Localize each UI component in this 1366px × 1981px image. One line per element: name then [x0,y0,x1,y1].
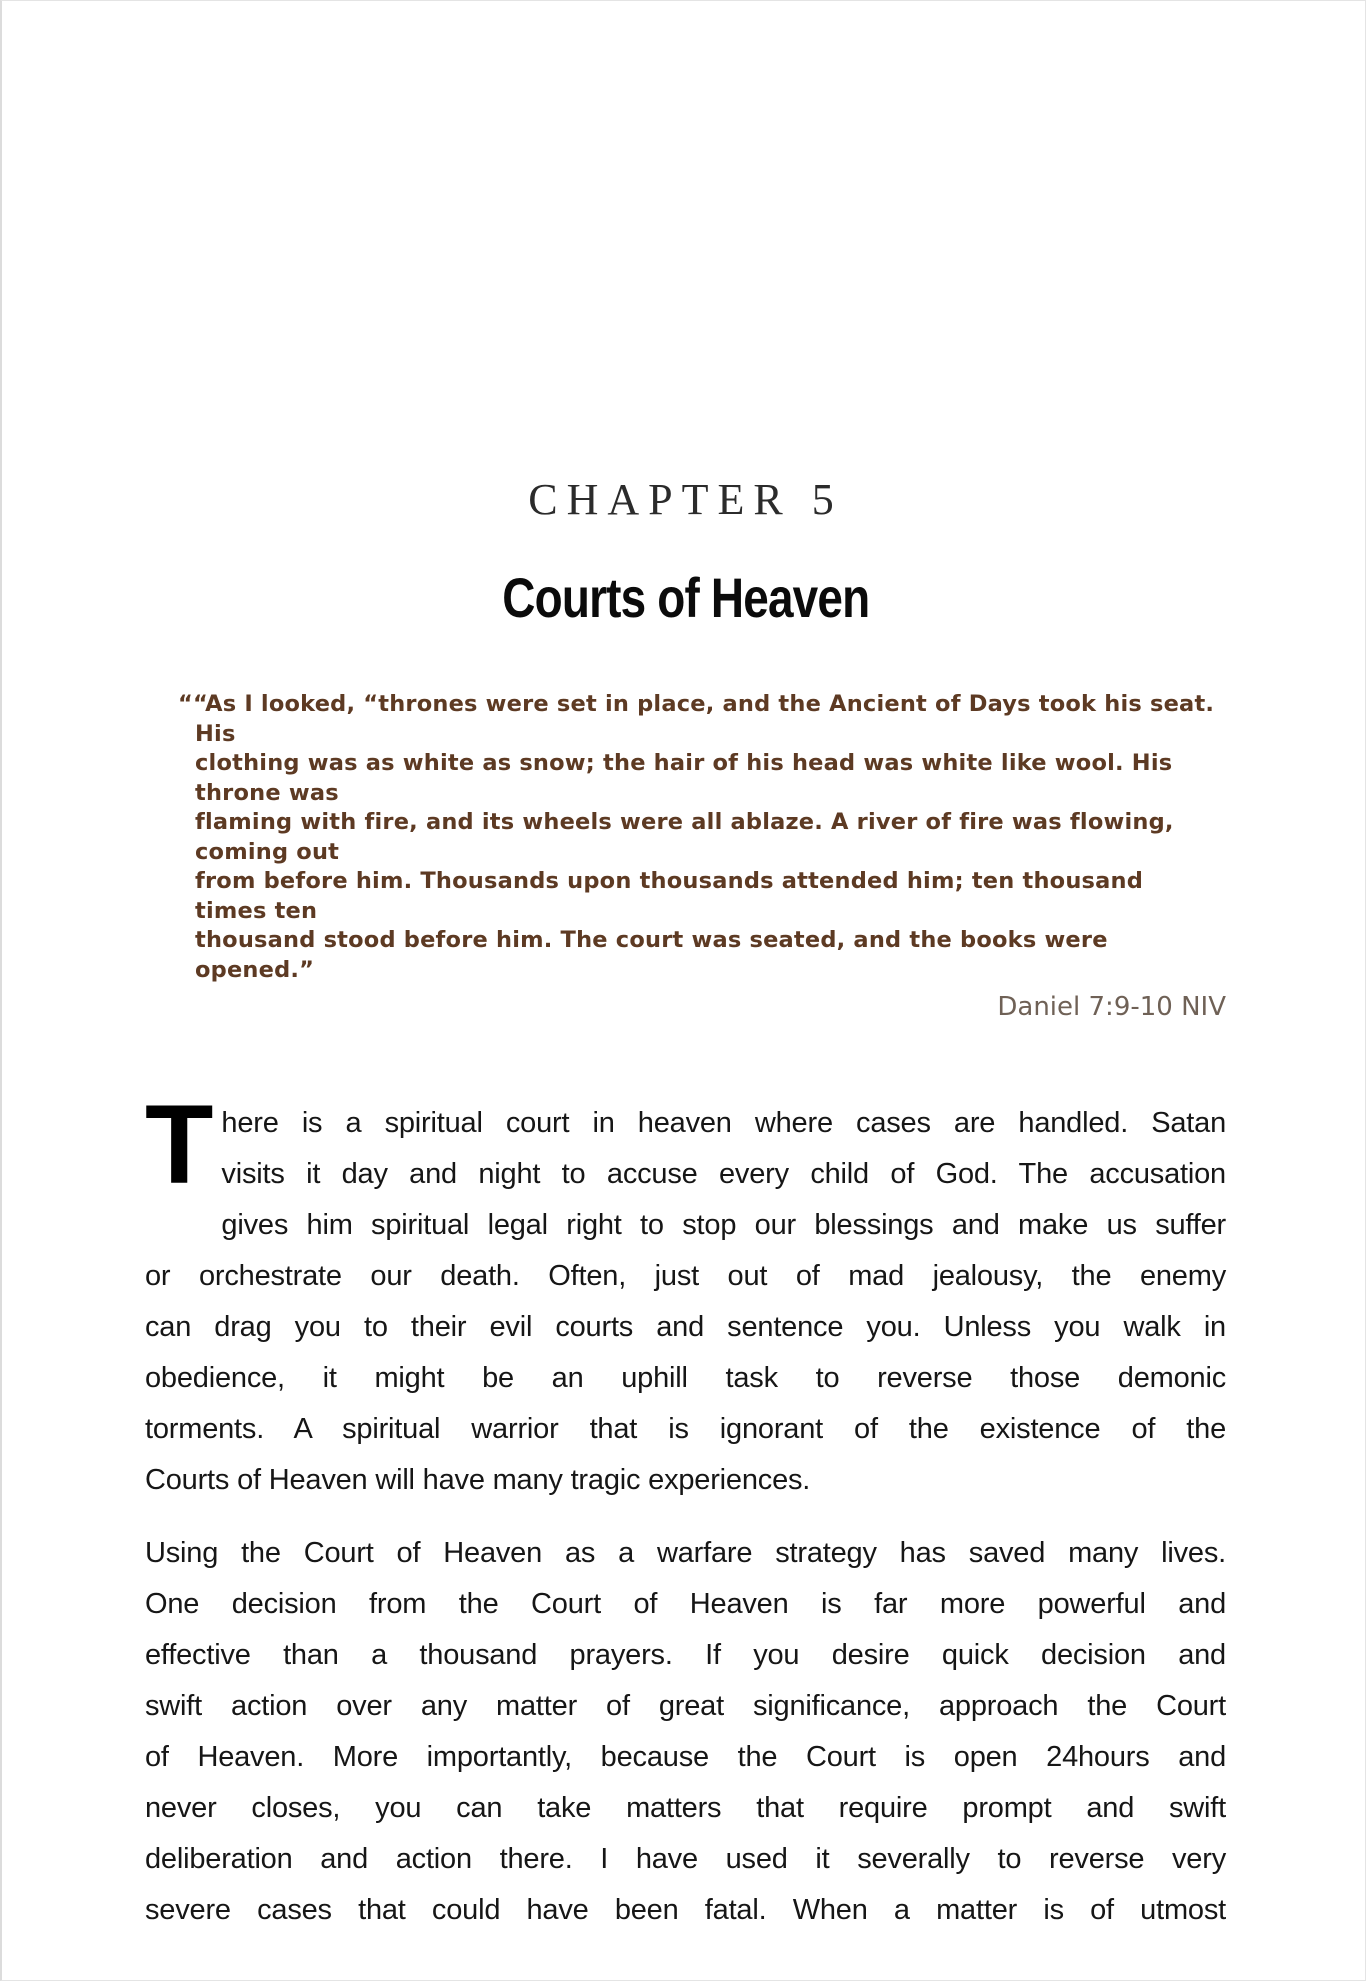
quote-line: flaming with fire, and its wheels were all ablaze. A river of fire was flowing, coming out [195,809,1174,865]
paragraph-1 [145,1081,1226,1506]
quote-line: thousand stood before him. The court was seated, and the books were opened.” [195,927,1108,983]
body-line: Using the Court of Heaven as a warfare strategy has saved many lives. [145,1536,1226,1569]
body-line: effective than a thousand prayers. If you desire quick decision and [145,1638,1226,1671]
body-line: severe cases that could have been fatal. When a matter is of utmost [145,1893,1226,1926]
quote-line: from before him. Thousands upon thousands attended him; ten thousand times ten [195,868,1144,924]
quote-line: clothing was as white as snow; the hair of his head was white like wool. His throne was [195,750,1173,806]
body-line: can drag you to their evil courts and sentence you. Unless you walk in [145,1310,1226,1343]
chapter-title-text: Courts of Heaven [501,566,870,630]
body-line: gives him spiritual legal right to stop our blessings and make us suffer [221,1208,1226,1241]
body-line: obedience, it might be an uphill task to reverse those demonic [145,1361,1226,1394]
body-line: visits it day and night to accuse every child of God. The accusation [221,1157,1226,1190]
body-line: Courts of Heaven will have many tragic experiences. [145,1463,811,1496]
body-line: deliberation and action there. I have used it severally to reverse very [145,1842,1226,1875]
body-line: here is a spiritual court in heaven where cases are handled. Satan [221,1106,1226,1139]
dropcap-letter: T [145,1081,214,1207]
scripture-quote [145,690,1226,985]
quote-line: ““As I looked, “thrones were set in place, and the Ancient of Days took his seat. His [178,691,1215,747]
body-line: torments. A spiritual warrior that is ignorant of the existence of the [145,1412,1226,1445]
body-line: swift action over any matter of great significance, approach the Court [145,1689,1226,1722]
body-line: or orchestrate our death. Often, just out of mad jealousy, the enemy [145,1259,1226,1292]
body-line: never closes, you can take matters that require prompt and swift [145,1791,1226,1824]
chapter-title [145,566,1226,630]
body-line: of Heaven. More importantly, because the Court is open 24hours and [145,1740,1226,1773]
paragraph-2 [145,1528,1226,1936]
body-line: One decision from the Court of Heaven is far more powerful and [145,1587,1226,1620]
scripture-citation: Daniel 7:9-10 NIV [997,992,1226,1023]
chapter-label: CHAPTER 5 [528,475,843,524]
